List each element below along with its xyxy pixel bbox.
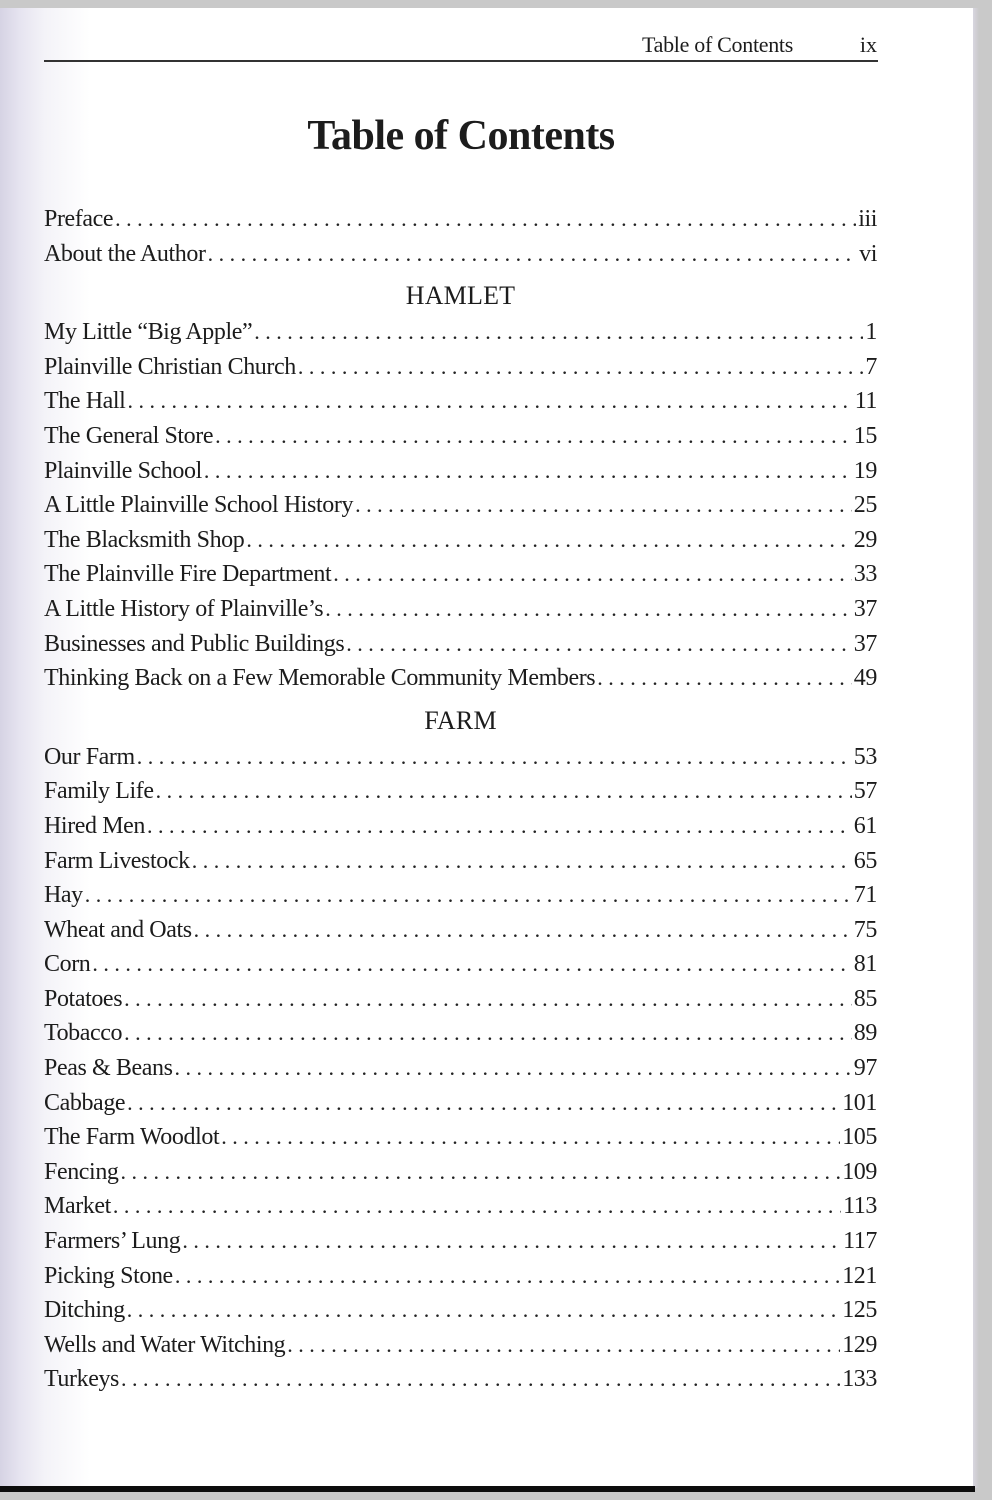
section-heading-farm: FARM bbox=[424, 705, 497, 735]
toc-entry[interactable] bbox=[44, 1362, 877, 1397]
toc-entry[interactable] bbox=[44, 523, 877, 558]
toc-entry-page: 129 bbox=[842, 1331, 877, 1358]
toc-entry[interactable] bbox=[44, 844, 877, 879]
toc-entry-page: 61 bbox=[853, 812, 877, 839]
toc-entry-title: Potatoes bbox=[44, 985, 123, 1012]
toc-entry[interactable] bbox=[44, 1016, 877, 1051]
toc-entry-title: Turkeys bbox=[44, 1366, 120, 1393]
toc-entry-page: 121 bbox=[842, 1262, 877, 1289]
toc-entry-page: 101 bbox=[842, 1089, 877, 1116]
toc-entry-title: My Little “Big Apple” bbox=[44, 319, 253, 346]
toc-entry-title: Cabbage bbox=[44, 1089, 126, 1116]
toc-entry-page: 1 bbox=[865, 319, 877, 346]
page-number: ix bbox=[859, 32, 877, 57]
toc-entry-page: 37 bbox=[853, 630, 877, 657]
leader-dots bbox=[175, 1259, 840, 1294]
toc-entry-page: 105 bbox=[842, 1124, 877, 1151]
leader-dots bbox=[182, 1224, 841, 1259]
toc-entry[interactable] bbox=[44, 878, 877, 913]
toc-entry[interactable] bbox=[44, 315, 877, 350]
leader-dots bbox=[127, 384, 852, 419]
leader-dots bbox=[127, 1293, 840, 1328]
toc-entry-page: 49 bbox=[853, 665, 877, 692]
leader-dots bbox=[325, 592, 852, 627]
leader-dots bbox=[192, 844, 852, 879]
leader-dots bbox=[597, 661, 852, 696]
toc-entry[interactable] bbox=[44, 1189, 877, 1224]
page-edge-shadow bbox=[973, 8, 979, 1488]
toc-entry-page: 15 bbox=[853, 422, 877, 449]
running-head bbox=[44, 30, 877, 60]
toc-entry[interactable] bbox=[44, 237, 877, 272]
leader-dots bbox=[115, 202, 856, 237]
toc-entry-title: Preface bbox=[44, 206, 114, 232]
toc-entry[interactable] bbox=[44, 384, 877, 419]
toc-entry-title: The Hall bbox=[44, 388, 126, 415]
toc-entry-title: Plainville Christian Church bbox=[44, 353, 296, 380]
toc-entry-title: Picking Stone bbox=[44, 1262, 173, 1289]
toc-entry-title: Our Farm bbox=[44, 743, 135, 770]
leader-dots bbox=[121, 1155, 841, 1190]
toc-entry-page: 125 bbox=[842, 1297, 877, 1324]
toc-entry-page: 113 bbox=[843, 1193, 877, 1220]
leader-dots bbox=[208, 237, 858, 272]
leader-dots bbox=[124, 1016, 852, 1051]
leader-dots bbox=[221, 1120, 840, 1155]
toc-entry-page: 29 bbox=[853, 526, 877, 553]
toc-entry[interactable] bbox=[44, 1051, 877, 1086]
toc-entry[interactable] bbox=[44, 913, 877, 948]
toc-entry[interactable] bbox=[44, 1120, 877, 1155]
toc-entry[interactable] bbox=[44, 740, 877, 775]
page-bottom-edge bbox=[0, 1486, 975, 1492]
toc-entry-title: About the Author bbox=[44, 240, 206, 267]
leader-dots bbox=[204, 454, 852, 489]
toc-entry-page: 133 bbox=[842, 1366, 877, 1393]
leader-dots bbox=[127, 1086, 840, 1121]
toc-entry-title: The Plainville Fire Department bbox=[44, 561, 332, 588]
toc-entry-title: Fencing bbox=[44, 1158, 119, 1185]
toc-entry-title: Farmers’ Lung bbox=[44, 1228, 181, 1255]
toc-entry-page: 11 bbox=[854, 388, 877, 415]
toc-entry-page: 65 bbox=[853, 847, 877, 874]
leader-dots bbox=[246, 523, 851, 558]
toc-entry-page: 57 bbox=[853, 778, 877, 805]
toc-entry[interactable] bbox=[44, 947, 877, 982]
leader-dots bbox=[113, 1189, 841, 1224]
toc-entry-title: Ditching bbox=[44, 1297, 125, 1324]
toc-entry[interactable] bbox=[44, 809, 877, 844]
toc-entry-page: 109 bbox=[842, 1158, 877, 1185]
toc-entry[interactable] bbox=[44, 454, 877, 489]
toc-entry[interactable] bbox=[44, 627, 877, 662]
toc-entry[interactable] bbox=[44, 661, 877, 696]
toc-entry[interactable] bbox=[44, 1086, 877, 1121]
toc-entry[interactable] bbox=[44, 592, 877, 627]
leader-dots bbox=[254, 315, 863, 350]
leader-dots bbox=[175, 1051, 852, 1086]
toc-entry-title: Family Life bbox=[44, 778, 154, 805]
toc-entry[interactable] bbox=[44, 1328, 877, 1363]
toc-entry-title: A Little History of Plainville’s bbox=[44, 595, 324, 622]
toc-entry-title: Market bbox=[44, 1193, 111, 1220]
toc-entry-page: 7 bbox=[865, 353, 877, 380]
toc-entry-title: Tobacco bbox=[44, 1020, 123, 1047]
toc-entry-title: Peas & Beans bbox=[44, 1055, 173, 1082]
page-title: Table of Contents bbox=[307, 113, 615, 159]
toc-entry-title: Hired Men bbox=[44, 812, 146, 839]
toc-entry[interactable] bbox=[44, 774, 877, 809]
toc-entry-title: The Blacksmith Shop bbox=[44, 526, 245, 553]
toc-entry-title: The Farm Woodlot bbox=[44, 1124, 220, 1151]
toc-entry-page: 85 bbox=[853, 985, 877, 1012]
toc-entry[interactable] bbox=[44, 1224, 877, 1259]
toc-entry-page: iii bbox=[858, 206, 877, 232]
leader-dots bbox=[92, 947, 851, 982]
leader-dots bbox=[85, 878, 852, 913]
toc-entry-page: 81 bbox=[853, 951, 877, 978]
toc-entry-title: The General Store bbox=[44, 422, 214, 449]
leader-dots bbox=[215, 419, 852, 454]
toc-entry[interactable] bbox=[44, 982, 877, 1017]
leader-dots bbox=[194, 913, 852, 948]
section-heading-hamlet: HAMLET bbox=[405, 281, 516, 311]
toc-entry[interactable] bbox=[44, 488, 877, 523]
toc-entry-page: 97 bbox=[853, 1055, 877, 1082]
toc-entry-page: 89 bbox=[853, 1020, 877, 1047]
leader-dots bbox=[355, 488, 852, 523]
toc-entry[interactable] bbox=[44, 1293, 877, 1328]
toc-entry-title: Businesses and Public Buildings bbox=[44, 630, 345, 657]
leader-dots bbox=[298, 350, 864, 385]
toc-entry-title: Wells and Water Witching bbox=[44, 1331, 286, 1358]
leader-dots bbox=[121, 1362, 840, 1397]
leader-dots bbox=[137, 740, 852, 775]
toc-entry[interactable] bbox=[44, 557, 877, 592]
toc-entry-title: Farm Livestock bbox=[44, 847, 190, 874]
toc-entry[interactable] bbox=[44, 1155, 877, 1190]
toc-entry-title: Plainville School bbox=[44, 457, 202, 484]
toc-entry[interactable] bbox=[44, 202, 877, 237]
table-of-contents bbox=[44, 202, 877, 1397]
toc-entry[interactable] bbox=[44, 1259, 877, 1294]
toc-entry-page: 53 bbox=[853, 743, 877, 770]
toc-entry-page: 37 bbox=[853, 595, 877, 622]
toc-entry-page: 19 bbox=[853, 457, 877, 484]
toc-entry-title: A Little Plainville School History bbox=[44, 492, 354, 519]
leader-dots bbox=[124, 982, 852, 1017]
toc-entry-title: Thinking Back on a Few Memorable Community Members bbox=[44, 665, 596, 692]
running-head-title: Table of Contents bbox=[642, 32, 793, 57]
leader-dots bbox=[147, 809, 852, 844]
toc-entry-page: 117 bbox=[843, 1228, 877, 1255]
leader-dots bbox=[287, 1328, 840, 1363]
leader-dots bbox=[333, 557, 852, 592]
leader-dots bbox=[156, 774, 852, 809]
header-rule bbox=[44, 60, 878, 62]
toc-entry-title: Hay bbox=[44, 882, 83, 909]
toc-entry-title: Corn bbox=[44, 951, 91, 978]
toc-entry-page: 33 bbox=[853, 561, 877, 588]
toc-entry-page: 75 bbox=[853, 916, 877, 943]
toc-entry[interactable] bbox=[44, 419, 877, 454]
leader-dots bbox=[346, 627, 852, 662]
toc-entry-page: 25 bbox=[853, 492, 877, 519]
toc-entry-title: Wheat and Oats bbox=[44, 916, 192, 943]
toc-entry[interactable] bbox=[44, 350, 877, 385]
toc-entry-page: vi bbox=[859, 240, 877, 267]
toc-entry-page: 71 bbox=[853, 882, 877, 909]
